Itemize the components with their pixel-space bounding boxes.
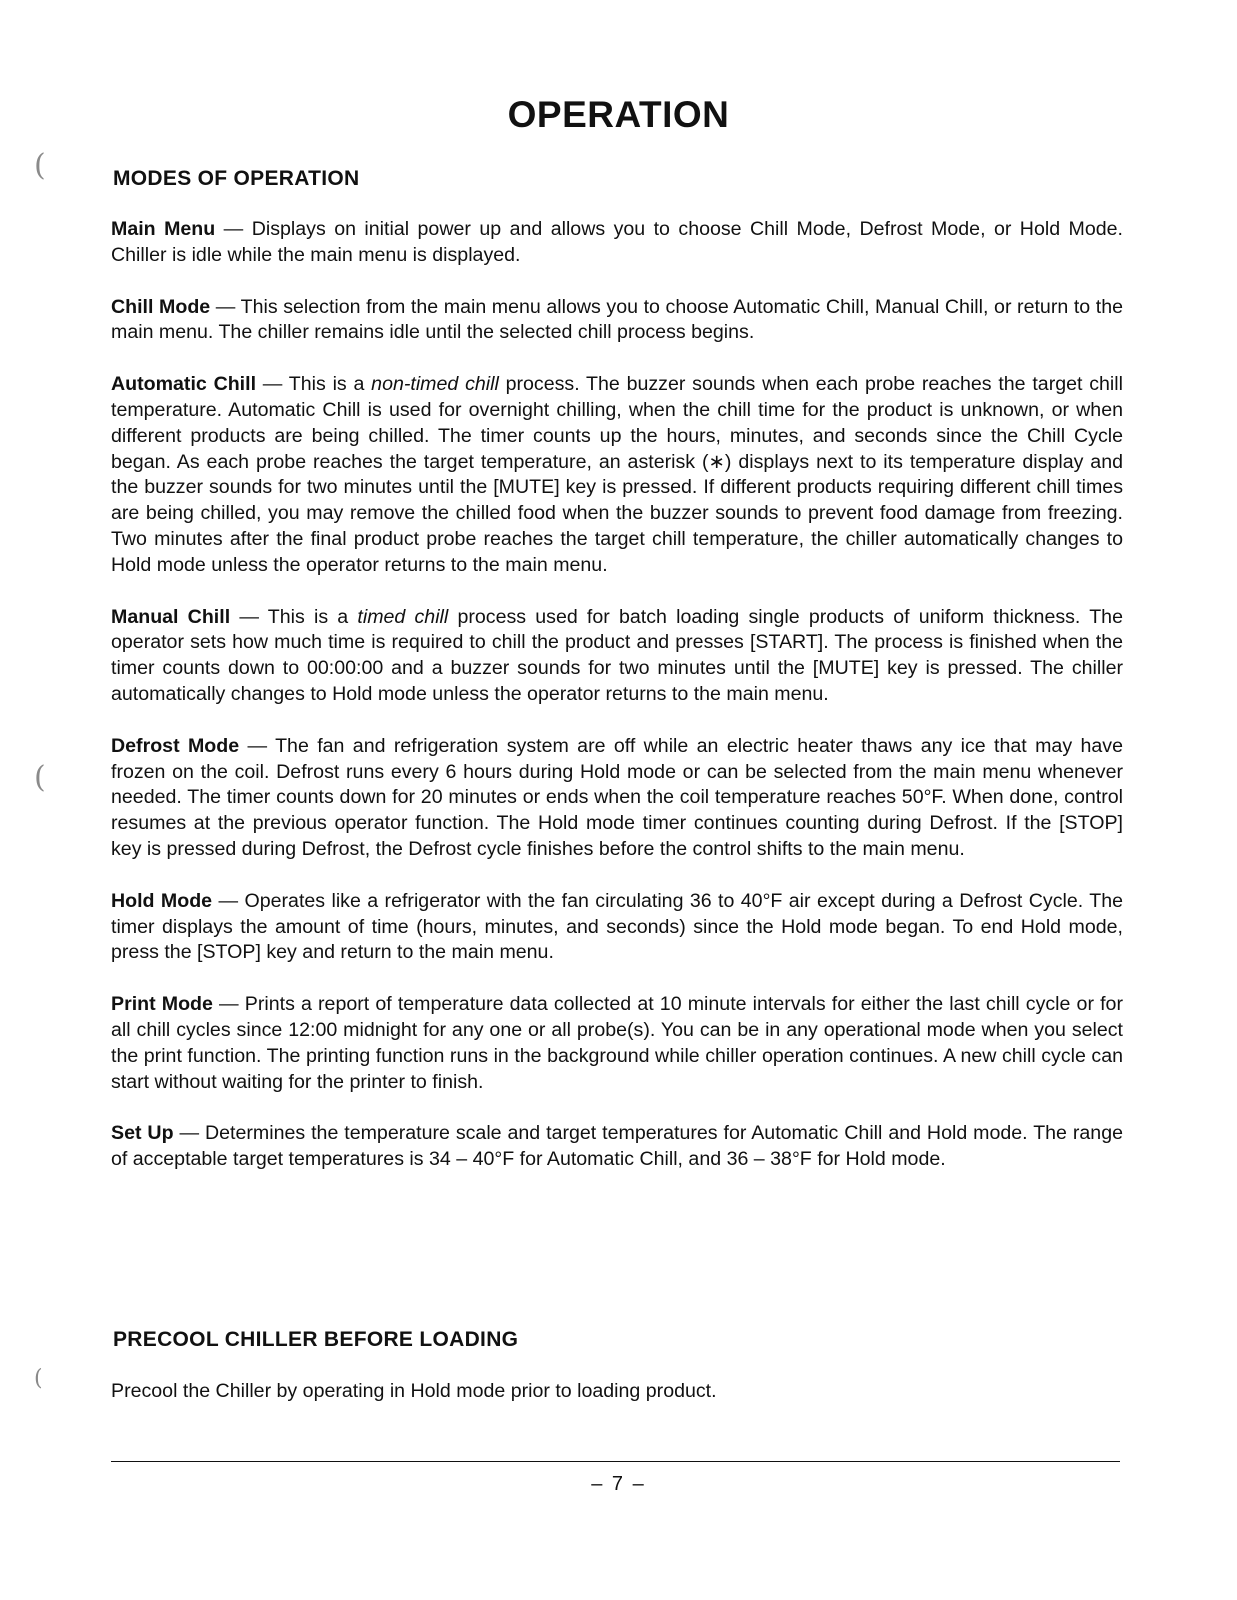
- separator: —: [230, 605, 268, 628]
- emphasis-non-timed-chill: non-timed chill: [371, 373, 499, 396]
- paragraph-defrost-mode: [111, 734, 1123, 863]
- separator: —: [212, 889, 245, 912]
- paragraph-hold-mode: [111, 889, 1123, 966]
- modes-content: [111, 217, 1123, 1199]
- paragraph-set-up: [111, 1121, 1123, 1173]
- term-set-up: Set Up: [111, 1122, 174, 1145]
- paragraph-precool: Precool the Chiller by operating in Hold mode prior to loading product.: [111, 1380, 717, 1402]
- footer-rule: [111, 1461, 1120, 1462]
- description-end: process used for batch loading single products of uniform thickness. The operator sets how much time is required to chill the product and presses [START]. The process is finished when the timer counts down to 00:00:00 and a buzzer sounds for two minutes until the [MUTE] key is pressed. The chiller automatically changes to Hold mode unless the operator returns to the main menu.: [111, 605, 1123, 705]
- description: Determines the temperature scale and target temperatures for Automatic Chill and Hold mode. The range of acceptable target temperatures is 34 – 40°F for Automatic Chill, and 36 – 38°F for Hold mode.: [111, 1122, 1123, 1171]
- term-main-menu: Main Menu: [111, 218, 216, 240]
- term-defrost-mode: Defrost Mode: [111, 734, 240, 757]
- paragraph-print-mode: [111, 992, 1123, 1095]
- term-automatic-chill: Automatic Chill: [111, 373, 257, 396]
- term-hold-mode: Hold Mode: [111, 889, 213, 912]
- separator: —: [210, 295, 241, 318]
- emphasis-timed-chill: timed chill: [357, 605, 449, 628]
- description: This selection from the main menu allows you to choose Automatic Chill, Manual Chill, or return to the main menu. The chiller remains idle until the selected chill process begins.: [111, 295, 1123, 344]
- precool-content: [111, 1379, 1123, 1431]
- separator: —: [212, 993, 245, 1016]
- term-chill-mode: Chill Mode: [111, 295, 211, 318]
- description-start: This is a: [267, 605, 358, 628]
- separator: —: [215, 218, 252, 240]
- separator: —: [239, 734, 276, 757]
- scan-mark: (: [34, 760, 46, 795]
- separator: —: [173, 1122, 205, 1145]
- scan-mark: (: [34, 1366, 43, 1391]
- description-end: process. The buzzer sounds when each probe reaches the target chill temperature. Automatic Chill is used for overnight chilling, when the chill time for the product is unknown, or when different products are being chilled. The timer counts up the hours, minutes, and seconds since the Chill Cycle began. As each probe reaches the target temperature, an asterisk (∗) displays next to its temperature display and the buzzer sounds for two minutes until the [MUTE] key is pressed. If different products requiring different chill times are being chilled, you may remove the chilled food when the buzzer sounds to prevent food damage from freezing. Two minutes after the final product probe reaches the target chill temperature, the chiller automatically changes to Hold mode unless the operator returns to the main menu.: [111, 373, 1123, 576]
- description: Displays on initial power up and allows you to choose Chill Mode, Defrost Mode, or Hold Mode. Chiller is idle while the main menu is displayed.: [111, 218, 1124, 266]
- term-print-mode: Print Mode: [111, 993, 213, 1016]
- description: The fan and refrigeration system are off while an electric heater thaws any ice that may have frozen on the coil. Defrost runs every 6 hours during Hold mode or can be selected from the main menu whenever needed. The timer counts down for 20 minutes or ends when the coil temperature reaches 50°F. When done, control resumes at the previous operator function. The Hold mode timer continues counting during Defrost. If the [STOP] key is pressed during Defrost, the Defrost cycle finishes before the control shifts to the main menu.: [111, 734, 1123, 860]
- paragraph-chill-mode: [111, 295, 1123, 347]
- page-number: – 7 –: [591, 1473, 646, 1495]
- description: Prints a report of temperature data collected at 10 minute intervals for either the last chill cycle or for all chill cycles since 12:00 midnight for any one or all probe(s). You can be in any operational mode when you select the print function. The printing function runs in the background while chiller operation continues. A new chill cycle can start without waiting for the printer to finish.: [111, 993, 1123, 1093]
- paragraph-manual-chill: [111, 605, 1123, 708]
- section-heading-modes: MODES OF OPERATION: [113, 167, 360, 190]
- section-heading-precool: PRECOOL CHILLER BEFORE LOADING: [113, 1328, 519, 1351]
- separator: —: [256, 373, 289, 396]
- paragraph-automatic-chill: [111, 372, 1123, 578]
- term-manual-chill: Manual Chill: [111, 605, 231, 628]
- scan-mark: (: [34, 148, 46, 183]
- description: Operates like a refrigerator with the fan circulating 36 to 40°F air except during a Defrost Cycle. The timer displays the amount of time (hours, minutes, and seconds) since the Hold mode began. To end Hold mode, press the [STOP] key and return to the main menu.: [111, 889, 1124, 964]
- paragraph-main-menu: [111, 217, 1123, 269]
- page-title: OPERATION: [507, 94, 730, 135]
- description-start: This is a: [288, 373, 372, 396]
